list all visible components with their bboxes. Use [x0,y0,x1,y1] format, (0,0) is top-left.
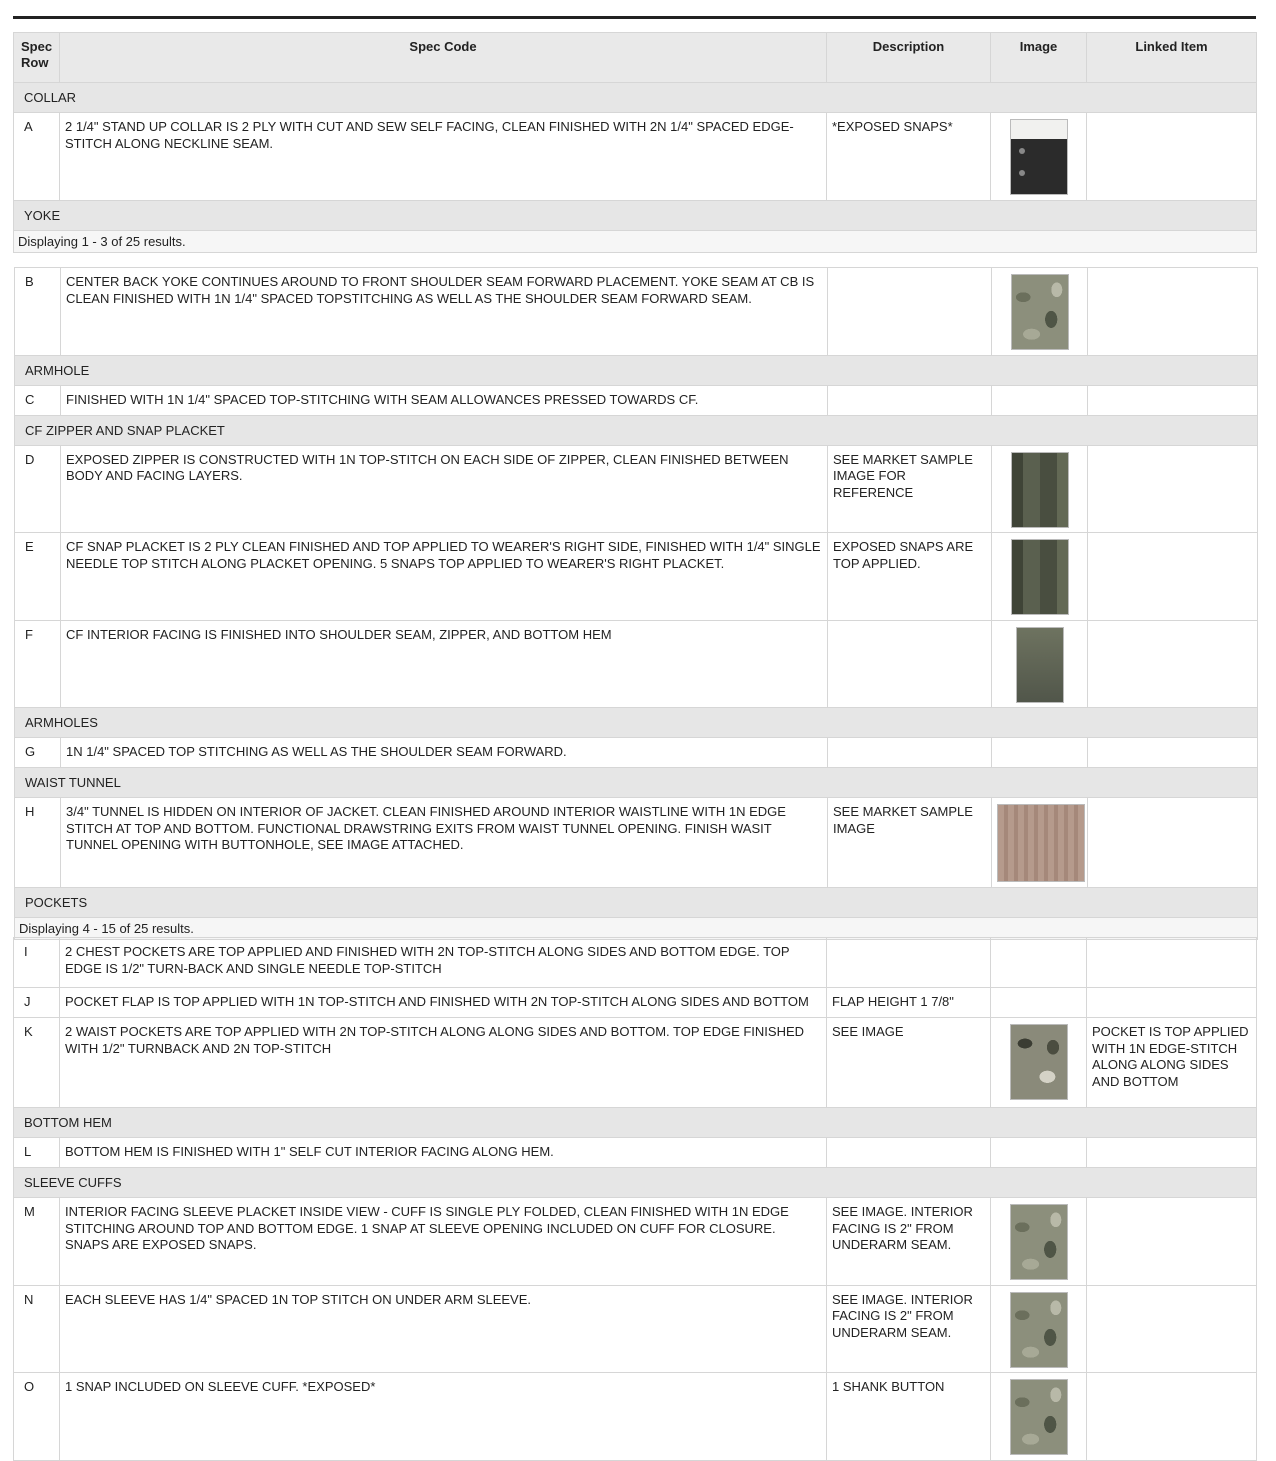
spec-row-letter: M [14,1198,60,1286]
spec-code: 1 SNAP INCLUDED ON SLEEVE CUFF. *EXPOSED* [60,1373,827,1461]
spec-row-letter: N [14,1285,60,1373]
spec-row-letter: A [14,113,60,201]
section-label: COLLAR [14,83,1257,113]
spec-image-cell [991,988,1087,1018]
spec-description [828,738,992,768]
linked-item [1087,1198,1257,1286]
linked-item [1088,620,1258,708]
header-spec-code: Spec Code [60,33,827,83]
spec-row-letter: J [14,988,60,1018]
spec-row-letter: D [15,445,61,533]
linked-item [1087,1138,1257,1168]
spec-image-cell [992,798,1088,888]
header-image: Image [991,33,1087,83]
spec-row-letter: L [14,1138,60,1168]
interior-facing-photo[interactable] [1016,627,1064,703]
spec-code: 1N 1/4" SPACED TOP STITCHING AS WELL AS THE SHOULDER SEAM FORWARD. [61,738,828,768]
linked-item [1088,798,1258,888]
section-label: CF ZIPPER AND SNAP PLACKET [15,415,1258,445]
underarm-stitch-photo[interactable] [1010,1292,1068,1368]
section-row-armhole [15,355,1258,385]
linked-item [1087,1373,1257,1461]
table-row [15,798,1258,888]
section-label: POCKETS [15,887,1258,917]
header-spec-row: Spec Row [14,33,60,83]
waist-tunnel-photo[interactable] [997,804,1085,882]
collar-snap-photo[interactable] [1010,119,1068,195]
spec-code: 2 WAIST POCKETS ARE TOP APPLIED WITH 2N TOP-STITCH ALONG ALONG SIDES AND BOTTOM. TOP EDGE FINISHED WITH 1/2" TURNBACK AND 2N TOP-STITCH [60,1018,827,1108]
section-row-collar [14,83,1257,113]
spec-description: SEE IMAGE. INTERIOR FACING IS 2" FROM UNDERARM SEAM. [827,1198,991,1286]
table-row [14,1373,1257,1461]
spec-code: EACH SLEEVE HAS 1/4" SPACED 1N TOP STITCH ON UNDER ARM SLEEVE. [60,1285,827,1373]
spec-image-cell [991,1373,1087,1461]
sleeve-cuff-photo[interactable] [1010,1379,1068,1455]
linked-item [1088,385,1258,415]
snap-placket-photo[interactable] [1011,539,1069,615]
table-header-row [14,33,1257,83]
spec-description: EXPOSED SNAPS ARE TOP APPLIED. [828,533,992,621]
spec-image-cell [992,385,1088,415]
spec-image-cell [991,1138,1087,1168]
spec-code: BOTTOM HEM IS FINISHED WITH 1" SELF CUT INTERIOR FACING ALONG HEM. [60,1138,827,1168]
table-row [14,1138,1257,1168]
table-row [14,988,1257,1018]
spec-image-cell [992,620,1088,708]
section-label: WAIST TUNNEL [15,768,1258,798]
section-row-armholes [15,708,1258,738]
spec-description: 1 SHANK BUTTON [827,1373,991,1461]
spec-description [828,385,992,415]
spec-code: 2 CHEST POCKETS ARE TOP APPLIED AND FINISHED WITH 2N TOP-STITCH ALONG SIDES AND BOTTOM EDGE. TOP EDGE IS 1/2" TURN-BACK AND SINGLE NEEDLE TOP-STITCH [60,938,827,988]
section-row-waist-tunnel [15,768,1258,798]
spec-row-letter: F [15,620,61,708]
section-label: ARMHOLE [15,355,1258,385]
spec-image-cell [991,938,1087,988]
spec-row-letter: H [15,798,61,888]
spec-image-cell [991,113,1087,201]
table-row [15,385,1258,415]
spec-code: EXPOSED ZIPPER IS CONSTRUCTED WITH 1N TOP-STITCH ON EACH SIDE OF ZIPPER, CLEAN FINISHED BETWEEN BODY AND FACING LAYERS. [61,445,828,533]
table-row [15,533,1258,621]
spec-description [828,268,992,356]
spec-code: CF INTERIOR FACING IS FINISHED INTO SHOULDER SEAM, ZIPPER, AND BOTTOM HEM [61,620,828,708]
pagination-footer [15,917,1258,939]
results-count: Displaying 1 - 3 of 25 results. [14,230,1257,252]
waist-pocket-photo[interactable] [1010,1024,1068,1100]
spec-row-letter: C [15,385,61,415]
spec-description: FLAP HEIGHT 1 7/8" [827,988,991,1018]
table-row [14,1285,1257,1373]
spec-table-page-3 [13,937,1257,1461]
spec-row-letter: I [14,938,60,988]
section-row-cf-zipper [15,415,1258,445]
table-row [14,113,1257,201]
spec-code: INTERIOR FACING SLEEVE PLACKET INSIDE VIEW - CUFF IS SINGLE PLY FOLDED, CLEAN FINISHED WITH 1N EDGE STITCHING AROUND TOP AND BOTTOM EDGE. 1 SNAP AT SLEEVE OPENING INCLUDED ON CUFF FOR CLOSURE. SNAPS ARE EXPOSED SNAPS. [60,1198,827,1286]
spec-description: *EXPOSED SNAPS* [827,113,991,201]
spec-image-cell [991,1198,1087,1286]
spec-row-letter: K [14,1018,60,1108]
linked-item [1087,988,1257,1018]
table-row [14,938,1257,988]
spec-description [828,620,992,708]
spec-code: 2 1/4" STAND UP COLLAR IS 2 PLY WITH CUT AND SEW SELF FACING, CLEAN FINISHED WITH 2N 1/4" SPACED EDGE-STITCH ALONG NECKLINE SEAM. [60,113,827,201]
linked-item [1087,1285,1257,1373]
section-row-yoke [14,200,1257,230]
header-linked-item: Linked Item [1087,33,1257,83]
header-description: Description [827,33,991,83]
linked-item [1088,533,1258,621]
linked-item [1088,268,1258,356]
table-row [14,1198,1257,1286]
spec-description [827,1138,991,1168]
spec-image-cell [992,738,1088,768]
section-row-sleeve-cuffs [14,1168,1257,1198]
table-row [15,738,1258,768]
spec-image-cell [991,1285,1087,1373]
spec-code: 3/4" TUNNEL IS HIDDEN ON INTERIOR OF JACKET. CLEAN FINISHED AROUND INTERIOR WAISTLINE WITH 1N EDGE STITCH AT TOP AND BOTTOM. FUNCTIONAL DRAWSTRING EXITS FROM WAIST TUNNEL OPENING. FINISH WASIT TUNNEL OPENING WITH BUTTONHOLE, SEE IMAGE ATTACHED. [61,798,828,888]
sleeve-placket-photo[interactable] [1010,1204,1068,1280]
spec-description: SEE IMAGE. INTERIOR FACING IS 2" FROM UNDERARM SEAM. [827,1285,991,1373]
table-row [14,1018,1257,1108]
table-row [15,445,1258,533]
spec-description [827,938,991,988]
section-label: SLEEVE CUFFS [14,1168,1257,1198]
table-row [15,620,1258,708]
spec-image-cell [992,268,1088,356]
yoke-photo[interactable] [1011,274,1069,350]
spec-code: CF SNAP PLACKET IS 2 PLY CLEAN FINISHED AND TOP APPLIED TO WEARER'S RIGHT SIDE, FINISHED WITH 1/4" SINGLE NEEDLE TOP STITCH ALONG PLACKET OPENING. 5 SNAPS TOP APPLIED TO WEARER'S RIGHT PLACKET. [61,533,828,621]
linked-item [1088,738,1258,768]
spec-row-letter: O [14,1373,60,1461]
spec-code: FINISHED WITH 1N 1/4" SPACED TOP-STITCHING WITH SEAM ALLOWANCES PRESSED TOWARDS CF. [61,385,828,415]
spec-description: SEE MARKET SAMPLE IMAGE [828,798,992,888]
table-row [15,268,1258,356]
section-label: ARMHOLES [15,708,1258,738]
spec-image-cell [992,533,1088,621]
spec-description: SEE IMAGE [827,1018,991,1108]
linked-item [1088,445,1258,533]
linked-item: POCKET IS TOP APPLIED WITH 1N EDGE-STITCH ALONG ALONG SIDES AND BOTTOM [1087,1018,1257,1108]
linked-item [1087,113,1257,201]
spec-image-cell [991,1018,1087,1108]
results-count: Displaying 4 - 15 of 25 results. [15,917,1258,939]
spec-table-page-1 [13,32,1257,253]
spec-row-letter: E [15,533,61,621]
section-label: YOKE [14,200,1257,230]
section-row-bottom-hem [14,1108,1257,1138]
spec-image-cell [992,445,1088,533]
spec-row-letter: G [15,738,61,768]
spec-code: POCKET FLAP IS TOP APPLIED WITH 1N TOP-STITCH AND FINISHED WITH 2N TOP-STITCH ALONG SIDES AND BOTTOM [60,988,827,1018]
section-label: BOTTOM HEM [14,1108,1257,1138]
spec-row-letter: B [15,268,61,356]
spec-table-page-2 [14,267,1258,940]
section-row-pockets [15,887,1258,917]
zipper-photo[interactable] [1011,452,1069,528]
spec-description: SEE MARKET SAMPLE IMAGE FOR REFERENCE [828,445,992,533]
linked-item [1087,938,1257,988]
pagination-footer [14,230,1257,252]
top-rule [13,16,1256,19]
spec-code: CENTER BACK YOKE CONTINUES AROUND TO FRONT SHOULDER SEAM FORWARD PLACEMENT. YOKE SEAM AT CB IS CLEAN FINISHED WITH 1N 1/4" SPACED TOPSTITCHING AS WELL AS THE SHOULDER SEAM FORWARD SEAM. [61,268,828,356]
